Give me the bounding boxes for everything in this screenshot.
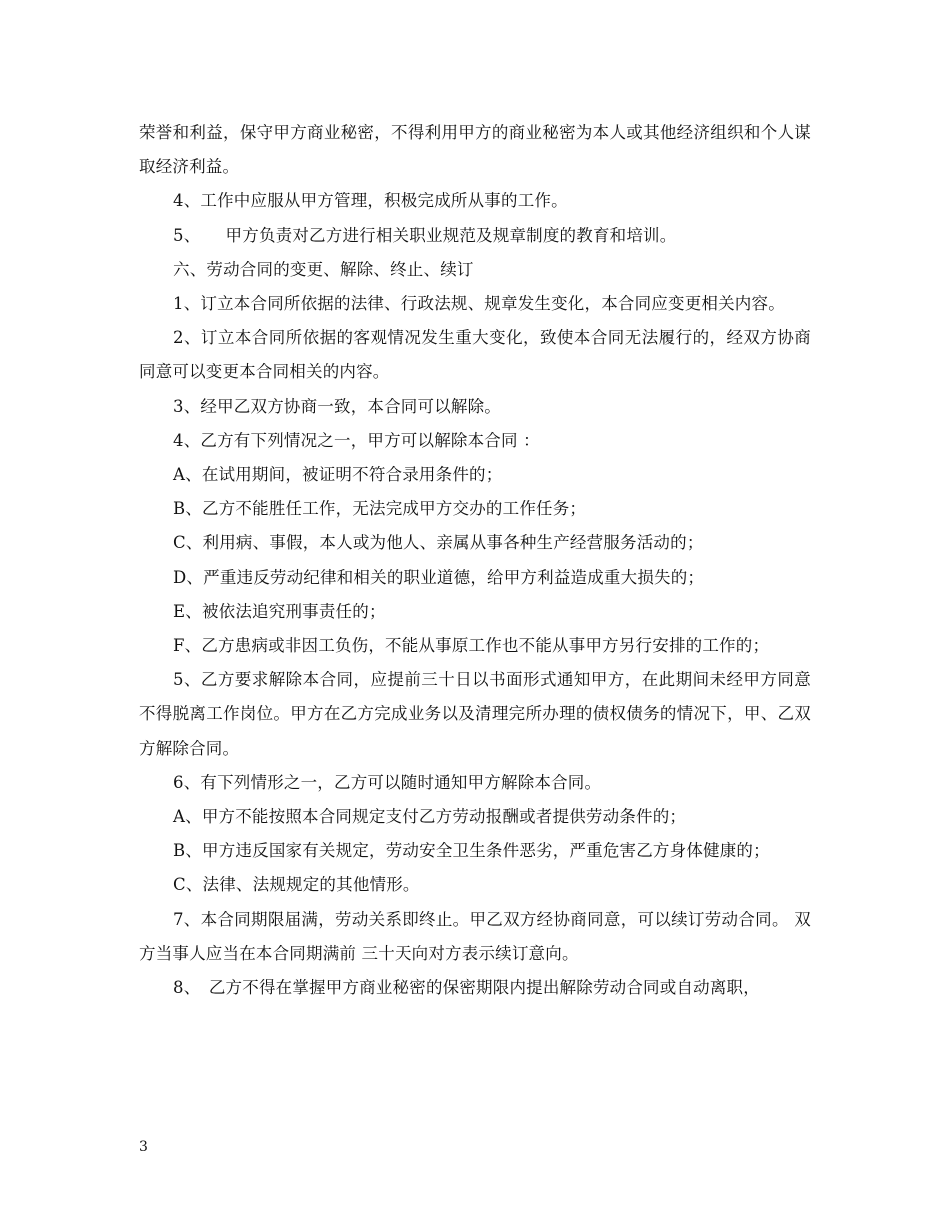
paragraph: 8、 乙方不得在掌握甲方商业秘密的保密期限内提出解除劳动合同或自动离职， [173,978,760,998]
paragraph: 4、乙方有下列情况之一，甲方可以解除本合同 ： [173,430,540,450]
section-heading: 六、劳动合同的变更、解除、终止、续订 [173,259,474,279]
paragraph: 5、 甲方负责对乙方进行相关职业规范及规章制度的教育和培训。 [173,225,677,245]
paragraph: 2、订立本合同所依据的客观情况发生重大变化，致使本合同无法履行的，经双方协商同意可以变更本合同相关的内容。 [139,328,811,382]
list-item: C、法律、法规规定的其他情形。 [173,875,420,895]
paragraph: 7、本合同期限届满，劳动关系即终止。甲乙双方经协商同意，可以续订劳动合同。 双方当事人应当在本合同期满前 三十天向对方表示续订意向。 [139,909,811,963]
list-item: C、利用病、事假，本人或为他人、亲属从事各种生产经营服务活动的； [173,533,704,553]
list-item: B、乙方不能胜任工作，无法完成甲方交办的工作任务； [173,499,587,519]
document-body [139,116,811,1005]
paragraph: 6、有下列情形之一，乙方可以随时通知甲方解除本合同。 [173,772,602,792]
list-item: D、严重违反劳动纪律和相关的职业道德，给甲方利益造成重大损失的； [173,567,705,587]
page-number: 3 [139,1139,148,1155]
list-item: A、在试用期间，被证明不符合录用条件的； [173,465,503,485]
paragraph: 3、经甲乙双方协商一致，本合同可以解除。 [173,396,501,416]
paragraph: 4、工作中应服从甲方管理，积极完成所从事的工作。 [173,191,568,211]
list-item: E、被依法追究刑事责任的； [173,601,386,621]
paragraph: 5、乙方要求解除本合同，应提前三十日以书面形式通知甲方，在此期间未经甲方同意不得脱离工作岗位。甲方在乙方完成业务以及清理完所办理的债权债务的情况下，甲、乙双方解除合同。 [139,670,811,758]
paragraph: 荣誉和利益，保守甲方商业秘密，不得利用甲方的商业秘密为本人或其他经济组织和个人谋取经济利益。 [139,123,811,177]
list-item: A、甲方不能按照本合同规定支付乙方劳动报酬或者提供劳动条件的； [173,807,687,827]
list-item: F、乙方患病或非因工负伤，不能从事原工作也不能从事甲方另行安排的工作的； [173,636,770,656]
paragraph: 1、订立本合同所依据的法律、行政法规、规章发生变化，本合同应变更相关内容。 [173,294,785,314]
list-item: B、甲方违反国家有关规定，劳动安全卫生条件恶劣，严重危害乙方身体健康的； [173,841,770,861]
